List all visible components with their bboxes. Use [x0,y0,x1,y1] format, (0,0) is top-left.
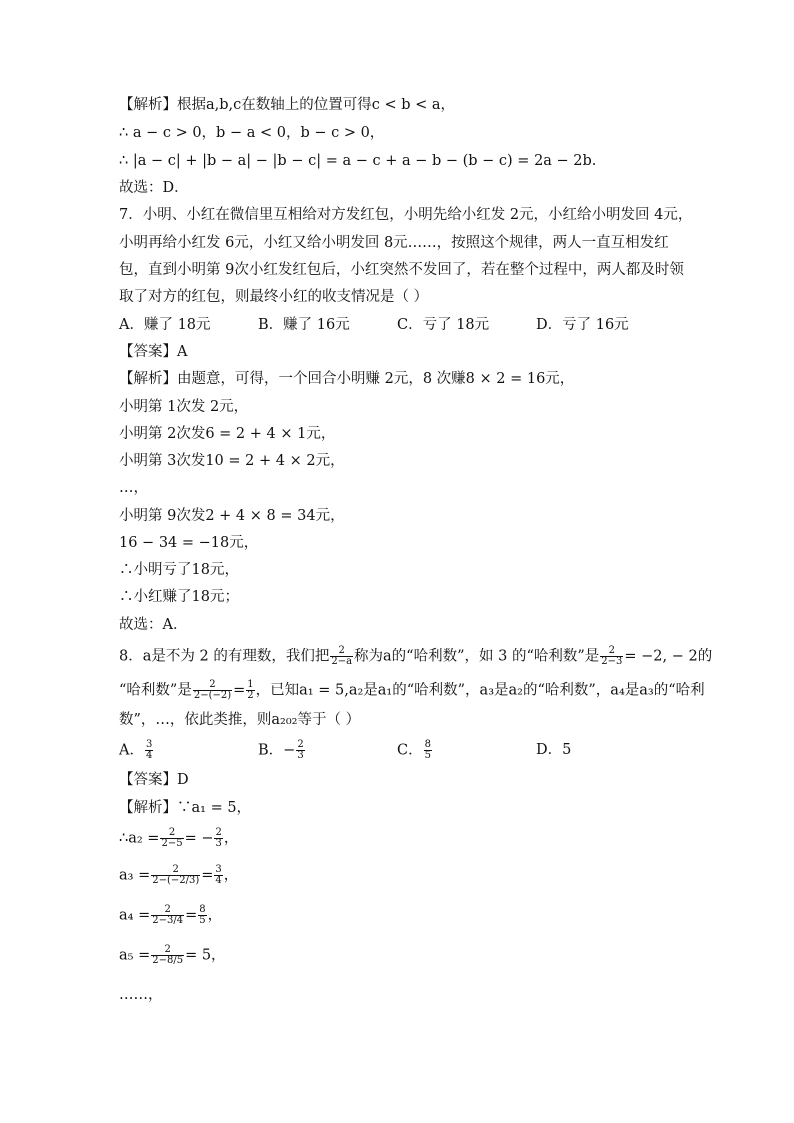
option-label: C． [397,742,423,759]
q7-analysis-line-9: ∴小红赚了18元； [119,589,239,605]
option-fraction [296,740,304,761]
step-equals: = − [184,830,214,847]
q7-analysis-line-8: ∴小明亏了18元， [119,562,239,578]
q8-minus2-fraction [193,680,232,701]
question-8-line-2 [119,680,705,701]
q8-answer: 【答案】D [119,772,189,788]
step-tail: = 5， [185,947,226,964]
option-fraction [145,740,153,761]
fraction-denominator: 2−(−2/3) [152,875,200,886]
q8-step-a5 [119,945,226,966]
fraction-denominator: 2−a [331,656,353,667]
fraction-denominator: 2−3/4 [152,915,184,926]
q7-analysis-line-7: 16 − 34 = −18元， [119,535,259,551]
step-fraction [151,905,184,926]
step-fraction [151,945,184,966]
question-7-line-3: 包，直到小明第 9次小红发红包后，小红突然不发回了，若在整个过程中，两人都及时领 [119,262,684,278]
q7-conclusion: 故选：A． [119,617,188,633]
fraction-denominator: 4 [215,875,222,886]
q8-step-a2 [119,828,238,849]
fraction-denominator: 2−5 [161,838,183,849]
step-equals: = [185,907,198,924]
fraction-numerator: 2 [330,646,353,657]
fraction-numerator: 3 [215,864,222,875]
q8-text-1b: 称为a的“哈利数”，如 3 的“哈利数”是 [354,648,600,665]
option-label: B． [258,742,284,759]
fraction-denominator: 2 [247,690,254,701]
fraction-denominator: 5 [424,750,431,761]
step-tail: ， [223,830,239,847]
q7-option-d: D．亏了 16元 [536,317,629,333]
analysis-line-3: ∴ |a − c| + |b − a| − |b − c| = a − c + a − b − (b − c) = 2a − 2b. [119,153,597,169]
fraction-numerator: 2 [193,680,232,691]
fraction-numerator: 2 [151,945,184,956]
analysis-line-1: 【解析】根据a,b,c在数轴上的位置可得c < b < a， [119,97,456,113]
question-8-line-3: 数”，…，依此类推，则a₂₀₂等于（ ） [119,712,361,728]
step-equals: = [201,867,214,884]
step-tail: ， [223,867,239,884]
q7-analysis-line-3: 小明第 2次发6 = 2 + 4 × 1元， [119,426,336,442]
fraction-denominator: 2−3 [601,656,623,667]
q8-ellipsis: ……， [119,987,163,1003]
fraction-numerator: 2 [297,739,304,750]
q8-option-c [397,740,433,761]
question-8-line-1 [119,646,712,667]
question-7-line-4: 取了对方的红包，则最终小红的收支情况是（ ） [119,289,429,305]
fraction-numerator: 2 [600,646,623,657]
fraction-denominator: 5 [199,915,206,926]
fraction-denominator: 3 [215,838,222,849]
q7-option-c: C．亏了 18元 [397,317,490,333]
q8-step-a3 [119,865,238,886]
option-fraction [424,740,432,761]
fraction-numerator: 2 [151,905,184,916]
option-label: A． [119,742,144,759]
step-lhs: a₅ = [119,947,151,964]
fraction-numerator: 8 [199,904,206,915]
fraction-denominator: 3 [297,750,304,761]
question-7-line-2: 小明再给小红发 6元，小红又给小明发回 8元……，按照这个规律，两人一直互相发红 [119,235,669,251]
step-result-fraction [198,905,206,926]
q8-option-b [258,740,306,761]
fraction-numerator: 1 [247,679,254,690]
fraction-numerator: 8 [424,739,431,750]
step-result-fraction [214,828,222,849]
fraction-denominator: 4 [145,750,153,761]
q7-analysis-line-5: …， [119,480,148,496]
q8-text-2b: = [233,682,246,699]
q8-option-d: D．5 [536,742,572,758]
step-result-fraction [214,865,222,886]
q8-analysis-given: 【解析】∵a₁ = 5， [119,800,252,816]
q7-analysis-line-6: 小明第 9次发2 + 4 × 8 = 34元， [119,508,345,524]
step-fraction [151,865,200,886]
fraction-numerator: 3 [145,739,153,750]
q7-analysis-line-1: 【解析】由题意，可得，一个回合小明赚 2元，8 次赚8 × 2 = 16元， [119,371,575,387]
q7-analysis-line-4: 小明第 3次发10 = 2 + 4 × 2元， [119,453,345,469]
q8-step-a4 [119,905,222,926]
q8-example-fraction [600,646,623,667]
fraction-denominator: 2−8/5 [152,955,184,966]
q8-option-a [119,740,154,761]
fraction-numerator: 2 [215,827,222,838]
option-sign: − [283,742,296,759]
fraction-numerator: 2 [160,828,183,839]
question-7-line-1: 7．小明、小红在微信里互相给对方发红包，小明先给小红发 2元，小红给小明发回 4元， [119,207,693,223]
fraction-numerator: 2 [151,865,200,876]
answer-choice-line: 故选：D． [119,180,189,196]
step-lhs: a₄ = [119,907,151,924]
q8-text-2c: ，已知a₁ = 5,a₂是a₁的“哈利数”，a₃是a₂的“哈利数”，a₄是a₃的“哈利 [255,682,705,699]
q7-analysis-line-2: 小明第 1次发 2元， [119,399,249,415]
q7-answer: 【答案】A [119,344,188,360]
q7-option-a: A．赚了 18元 [119,317,211,333]
step-lhs: ∴a₂ = [119,830,160,847]
fraction-denominator: 2−(−2) [193,690,232,701]
q8-text-1a: 8．a是不为 2 的有理数，我们把 [119,648,330,665]
analysis-line-2: ∴ a − c > 0，b − a < 0，b − c > 0， [119,125,385,141]
step-lhs: a₃ = [119,867,151,884]
step-tail: ， [207,907,223,924]
q7-option-b: B．赚了 16元 [258,317,350,333]
q8-text-1c: = −2, − 2的 [624,648,713,665]
q8-text-2a: “哈利数”是 [119,682,192,699]
q8-definition-fraction [330,646,353,667]
q8-half-fraction [246,680,254,701]
step-fraction [160,828,183,849]
